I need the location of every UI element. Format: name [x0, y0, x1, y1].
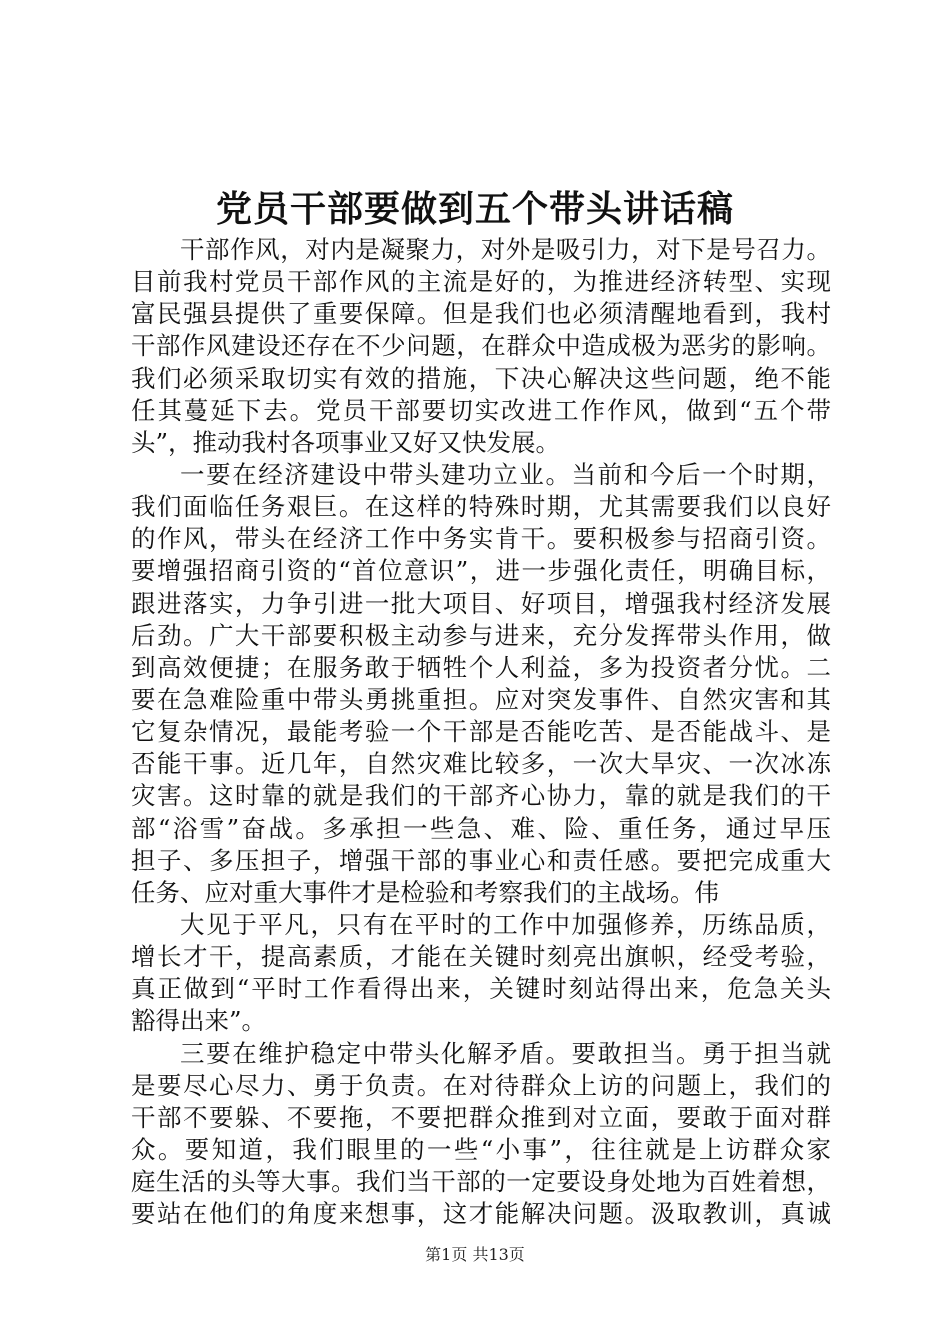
text-line: 它复杂情况，最能考验一个干部是否能吃苦、是否能战斗、是	[131, 717, 831, 747]
text-line: 担子、多压担子，增强干部的事业心和责任感。要把完成重大	[131, 845, 831, 875]
text-line: 否能干事。近几年，自然灾难比较多，一次大旱灾、一次冰冻	[131, 749, 831, 779]
text-line: 豁得出来”。	[131, 1006, 267, 1036]
text-line: 一要在经济建设中带头建功立业。当前和今后一个时期，	[180, 459, 831, 489]
page-indicator: 第1页 共13页	[425, 1245, 525, 1264]
page-footer	[0, 1243, 950, 1267]
text-line: 到高效便捷；在服务敢于牺牲个人利益，多为投资者分忧。二	[131, 652, 831, 682]
text-line: 跟进落实，力争引进一批大项目、好项目，增强我村经济发展	[131, 588, 831, 618]
text-line: 庭生活的头等大事。我们当干部的一定要设身处地为百姓着想，	[131, 1167, 831, 1197]
text-line: 任其蔓延下去。党员干部要切实改进工作作风，做到“五个带	[131, 395, 831, 425]
text-line: 灾害。这时靠的就是我们的干部齐心协力，靠的就是我们的干	[131, 781, 831, 811]
document-body	[131, 234, 831, 1230]
text-line: 目前我村党员干部作风的主流是好的，为推进经济转型、实现	[131, 267, 831, 297]
text-line: 我们面临任务艰巨。在这样的特殊时期，尤其需要我们以良好	[131, 492, 831, 522]
document-title: 党员干部要做到五个带头讲话稿	[215, 188, 734, 230]
text-line: 部“浴雪”奋战。多承担一些急、难、险、重任务，通过早压	[131, 813, 831, 843]
text-line: 增长才干，提高素质，才能在关键时刻亮出旗帜，经受考验，	[131, 942, 831, 972]
text-line: 的作风，带头在经济工作中务实肯干。要积极参与招商引资。	[131, 524, 831, 554]
text-line: 我们必须采取切实有效的措施，下决心解决这些问题，绝不能	[131, 363, 831, 393]
text-line: 大见于平凡，只有在平时的工作中加强修养，历练品质，	[180, 909, 831, 939]
text-line: 要站在他们的角度来想事，这才能解决问题。汲取教训，真诚	[131, 1199, 831, 1229]
text-line: 任务、应对重大事件才是检验和考察我们的主战场。伟	[131, 877, 719, 907]
text-line: 富民强县提供了重要保障。但是我们也必须清醒地看到，我村	[131, 299, 831, 329]
text-line: 要增强招商引资的“首位意识”，进一步强化责任，明确目标，	[131, 556, 831, 586]
text-line: 要在急难险重中带头勇挑重担。应对突发事件、自然灾害和其	[131, 684, 831, 714]
text-line: 后劲。广大干部要积极主动参与进来，充分发挥带头作用，做	[131, 620, 831, 650]
text-line: 干部作风建设还存在不少问题，在群众中造成极为恶劣的影响。	[131, 331, 831, 361]
text-line: 干部不要躲、不要拖，不要把群众推到对立面，要敢于面对群	[131, 1102, 831, 1132]
text-line: 众。要知道，我们眼里的一些“小事”，往往就是上访群众家	[131, 1134, 831, 1164]
text-line: 头”，推动我村各项事业又好又快发展。	[131, 427, 561, 457]
text-line: 干部作风，对内是凝聚力，对外是吸引力，对下是号召力。	[180, 235, 831, 264]
text-line: 是要尽心尽力、勇于负责。在对待群众上访的问题上，我们的	[131, 1070, 831, 1100]
text-line: 真正做到“平时工作看得出来，关键时刻站得出来，危急关头	[131, 974, 831, 1004]
text-line: 三要在维护稳定中带头化解矛盾。要敢担当。勇于担当就	[180, 1038, 831, 1068]
